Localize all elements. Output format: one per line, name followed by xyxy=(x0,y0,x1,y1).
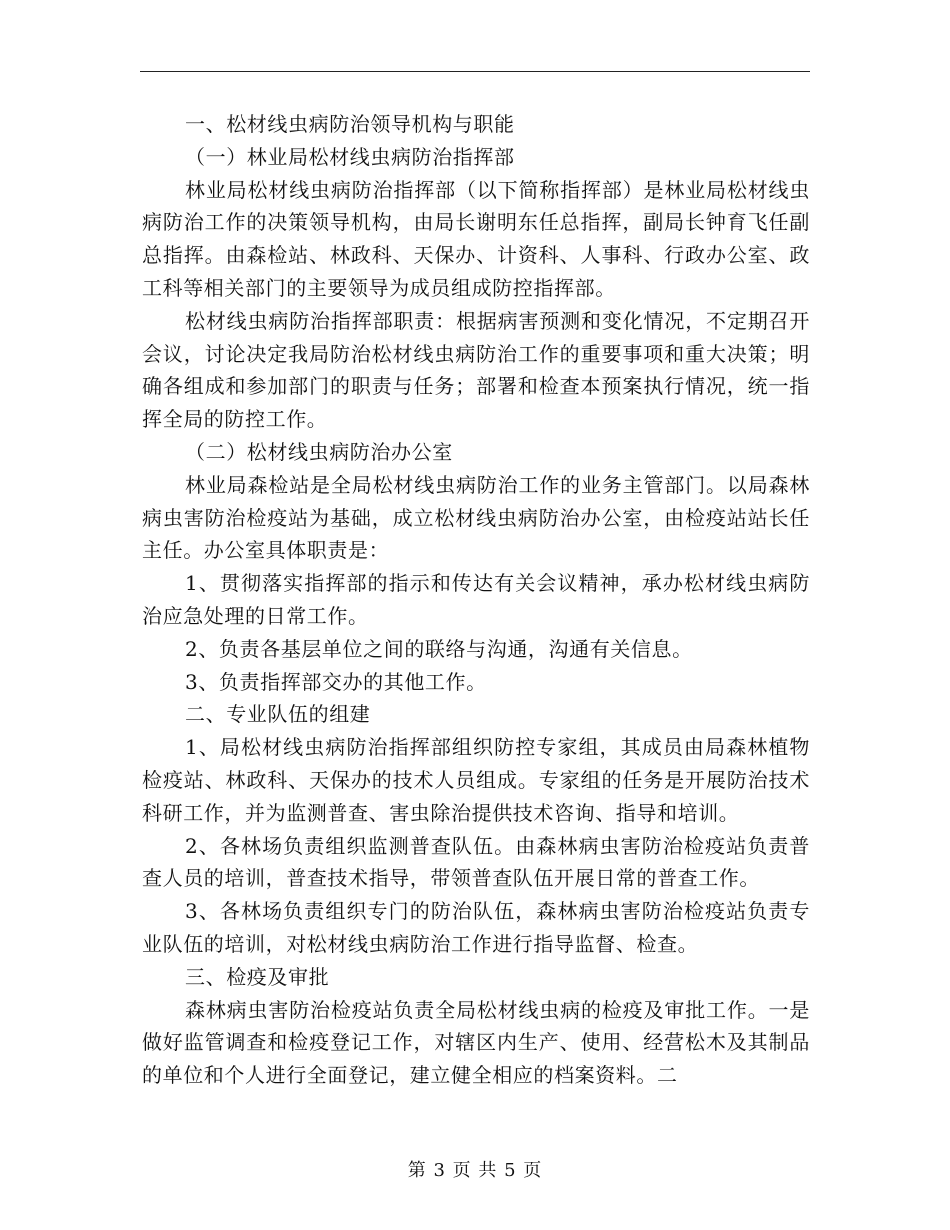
subheading-1: （一）林业局松材线虫病防治指挥部 xyxy=(185,144,515,169)
list-item: 1、局松材线虫病防治指挥部组织防控专家组，其成员由局森林植物检疫站、林政科、天保办的技术人员组成。专家组的任务是开展防治技术科研工作，并为监测普查、害虫除治提供技术咨询、指导和培训。 xyxy=(142,735,810,825)
list-item: 2、负责各基层单位之间的联络与沟通，沟通有关信息。 xyxy=(185,636,693,661)
heading-2: 二、专业队伍的组建 xyxy=(185,702,371,727)
list-item: 2、各林场负责组织监测普查队伍。由森林病虫害防治检疫站负责普查人员的培训，普查技术指导，带领普查队伍开展日常的普查工作。 xyxy=(142,833,810,891)
list-item: 1、贯彻落实指挥部的指示和传达有关会议精神，承办松材线虫病防治应急处理的日常工作。 xyxy=(142,571,810,628)
paragraph: 林业局森检站是全局松材线虫病防治工作的业务主管部门。以局森林病虫害防治检疫站为基础，成立松材线虫病防治办公室，由检疫站站长任主任。办公室具体职责是： xyxy=(142,472,810,563)
heading-3: 三、检疫及审批 xyxy=(185,964,330,989)
document-body xyxy=(142,108,810,1092)
paragraph: 松材线虫病防治指挥部职责：根据病害预测和变化情况，不定期召开会议，讨论决定我局防治松材线虫病防治工作的重要事项和重大决策；明确各组成和参加部门的职责与任务；部署和检查本预案执行情况，统一指挥全局的防控工作。 xyxy=(142,308,810,432)
list-item: 3、负责指挥部交办的其他工作。 xyxy=(185,669,487,694)
list-item: 3、各林场负责组织专门的防治队伍，森林病虫害防治检疫站负责专业队伍的培训，对松材线虫病防治工作进行指导监督、检查。 xyxy=(142,899,810,956)
paragraph: 森林病虫害防治检疫站负责全局松材线虫病的检疫及审批工作。一是做好监管调查和检疫登记工作，对辖区内生产、使用、经营松木及其制品的单位和个人进行全面登记，建立健全相应的档案资料。二 xyxy=(142,997,810,1088)
subheading-2: （二）松材线虫病防治办公室 xyxy=(185,439,453,464)
header-rule xyxy=(140,71,810,72)
paragraph: 林业局松材线虫病防治指挥部（以下简称指挥部）是林业局松材线虫病防治工作的决策领导机构，由局长谢明东任总指挥，副局长钟育飞任副总指挥。由森检站、林政科、天保办、计资科、人事科、行政办公室、政工科等相关部门的主要领导为成员组成防控指挥部。 xyxy=(142,177,810,300)
heading-1: 一、松材线虫病防治领导机构与职能 xyxy=(185,112,515,136)
page-footer: 第 3 页 共 5 页 xyxy=(407,1160,543,1181)
